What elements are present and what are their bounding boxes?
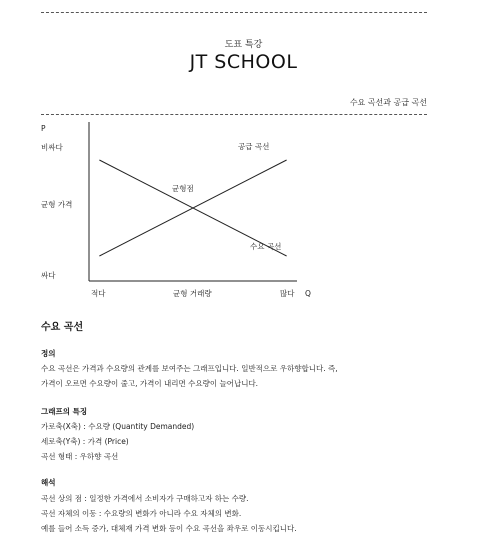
x-tick-low: 적다 — [91, 289, 106, 298]
topic-label: 수요 곡선과 공급 곡선 — [349, 98, 427, 107]
y-tick-equilibrium: 균형 가격 — [41, 200, 73, 209]
interpretation-heading: 해석 — [41, 478, 56, 487]
demand-curve-label: 수요 곡선 — [250, 242, 282, 251]
interpretation-line: 예를 들어 소득 증가, 대체재 가격 변화 등이 수요 곡선을 좌우로 이동시킵니다. — [41, 524, 297, 533]
equilibrium-label: 균형점 — [172, 184, 194, 193]
x-axis-label: Q — [305, 289, 311, 298]
y-axis-label: P — [41, 124, 46, 133]
x-tick-equilibrium: 균형 거래량 — [173, 289, 212, 298]
interpretation-line: 곡선 상의 점 : 일정한 가격에서 소비자가 구매하고자 하는 수량. — [41, 494, 249, 503]
definition-line: 가격이 오르면 수요량이 줄고, 가격이 내리면 수요량이 늘어납니다. — [41, 379, 259, 388]
definition-line: 수요 곡선은 가격과 수요량의 관계를 보여주는 그래프입니다. 일반적으로 우하향합니다. 즉, — [41, 364, 338, 373]
header-subtitle: 도표 특강 — [224, 40, 263, 50]
y-tick-high: 비싸다 — [41, 143, 63, 152]
page-title: JT SCHOOL — [189, 51, 298, 73]
feature-line: 세로축(Y축) : 가격 (Price) — [41, 437, 129, 446]
interpretation-line: 곡선 자체의 이동 : 수요량의 변화가 아니라 수요 자체의 변화. — [41, 509, 242, 518]
feature-line: 가로축(X축) : 수요량 (Quantity Demanded) — [41, 422, 195, 431]
features-heading: 그래프의 특징 — [41, 407, 88, 416]
y-tick-low: 싸다 — [41, 271, 56, 280]
definition-heading: 정의 — [41, 349, 56, 358]
supply-curve-label: 공급 곡선 — [238, 142, 270, 151]
section-heading: 수요 곡선 — [41, 322, 84, 333]
feature-line: 곡선 형태 : 우하향 곡선 — [41, 452, 119, 461]
x-tick-high: 많다 — [280, 289, 295, 298]
